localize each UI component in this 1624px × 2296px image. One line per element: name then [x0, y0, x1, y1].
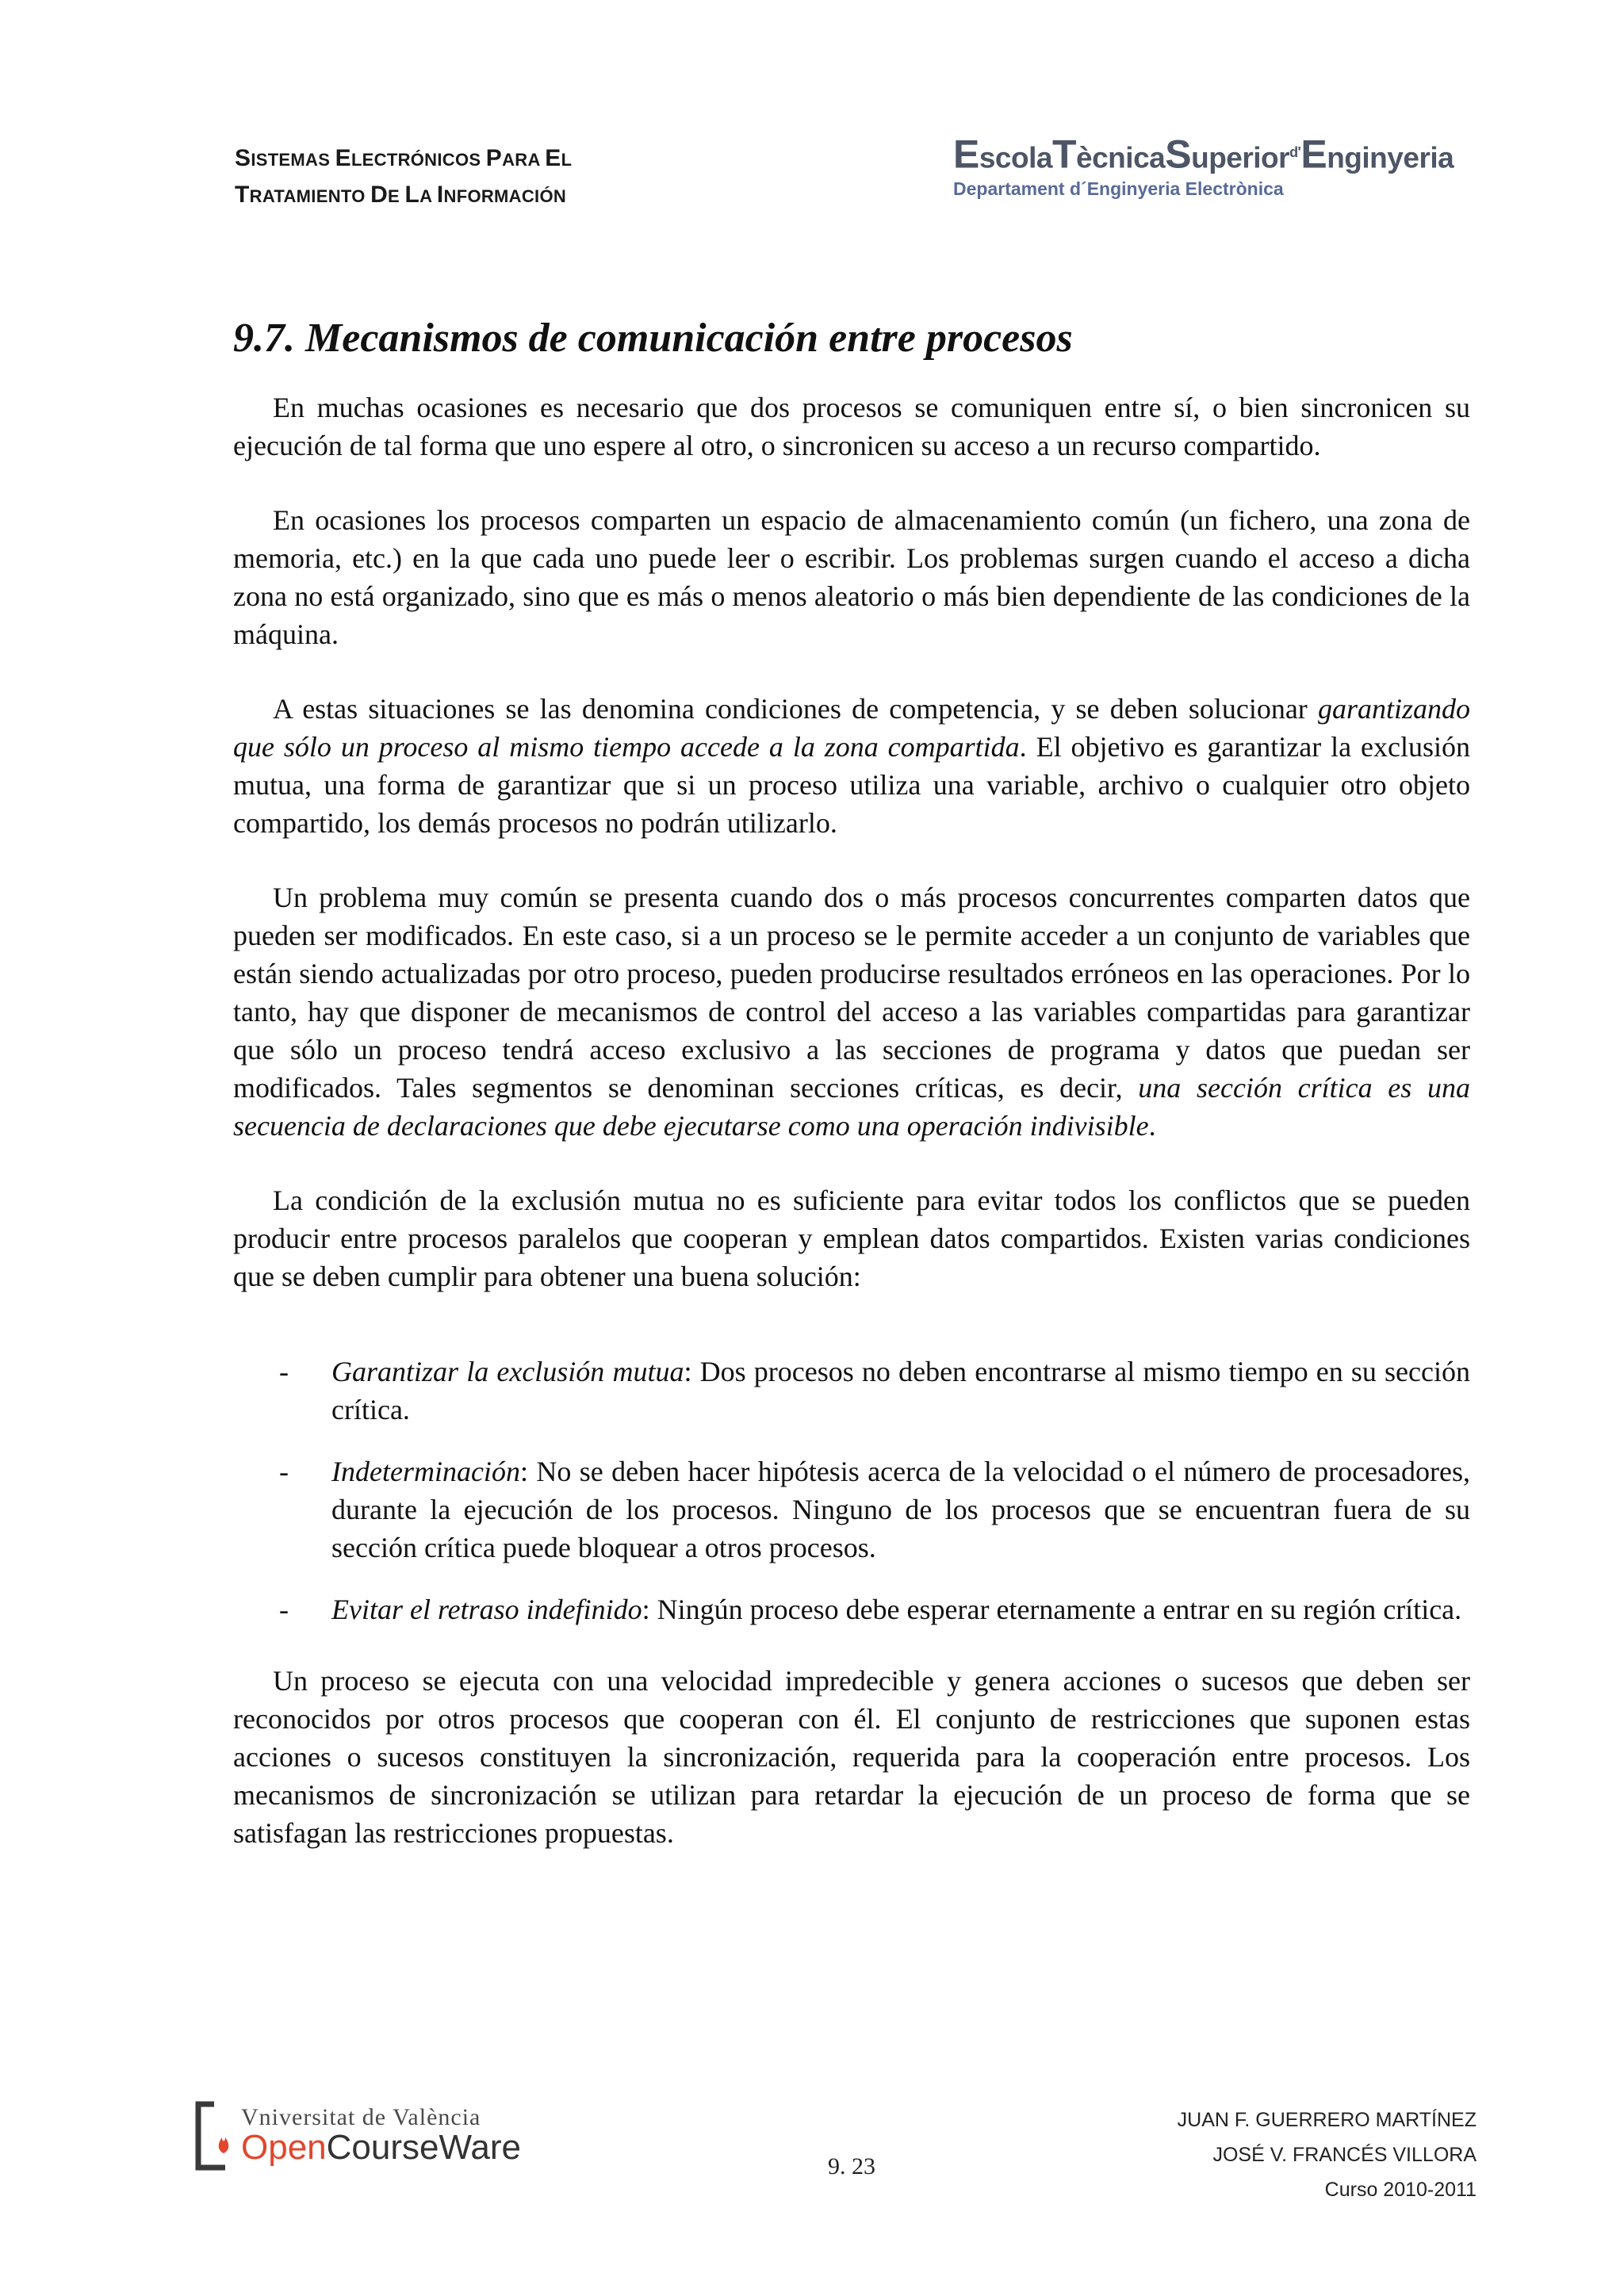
list-item: [233, 1452, 1470, 1567]
school-logo: [953, 133, 1470, 200]
list-dash: -: [279, 1356, 289, 1387]
conditions-list: [233, 1353, 1470, 1628]
author-2: JOSÉ V. FRANCÉS VILLORA: [1212, 2144, 1477, 2166]
ocw-open: Open: [241, 2128, 327, 2167]
list-item-term: Garantizar la exclusión mutua: [331, 1356, 684, 1387]
paragraph-4-text-b: .: [1148, 1110, 1156, 1142]
paragraph-3-text-b: . El objetivo es garantizar la exclusión mutua, una forma de garantizar que si un proceso utiliza una variable, archivo o cualquier otro objeto compartido, los demás procesos no podrán utilizarlo.: [233, 731, 1471, 839]
list-item-term: Indeterminación: [331, 1456, 520, 1487]
school-logo-name: EscolaTècnicaSuperior$^{d'}$Enginyeria: [953, 132, 1454, 177]
list-item-text: : No se deben hacer hipótesis acerca de la velocidad o el número de procesadores, durante la ejecución de los procesos. Ninguno de los procesos que se encuentran fuera de su sección crítica puede bloquear a otros procesos.: [331, 1456, 1470, 1563]
list-item-text: : Ningún proceso debe esperar eternamente a entrar en su región crítica.: [642, 1594, 1462, 1625]
main-content: [233, 312, 1470, 1888]
paragraph-1: En muchas ocasiones es necesario que dos procesos se comuniquen entre sí, o bien sincronicen su ejecución de tal forma que uno espere al otro, o sincronicen su acceso a un recurso compartido.: [233, 392, 1470, 461]
paragraph-4: [233, 878, 1470, 1145]
authors-block: [1178, 2103, 1477, 2207]
list-item: [233, 1590, 1470, 1628]
list-item-term: Evitar el retraso indefinido: [331, 1594, 642, 1625]
paragraph-3-emphasis: garantizando que sólo un proceso al mismo tiempo accede a la zona compartida: [233, 693, 1470, 763]
school-logo-department: Departament d´Enginyeria Electrònica: [953, 178, 1284, 200]
university-ocw-logo: [193, 2099, 542, 2172]
course-year: Curso 2010-2011: [1324, 2179, 1477, 2201]
list-dash: -: [279, 1456, 289, 1487]
paragraph-3-text-a: A estas situaciones se las denomina condiciones de competencia, y se deben solucionar: [273, 693, 1318, 725]
author-1: JUAN F. GUERRERO MARTÍNEZ: [1177, 2109, 1477, 2131]
list-item-text: : Dos procesos no deben encontrarse al mismo tiempo en su sección crítica.: [331, 1356, 1470, 1425]
university-name: Vniversitat de València: [241, 2104, 481, 2130]
paragraph-3: [233, 690, 1470, 842]
page-number: 9. 23: [828, 2153, 875, 2179]
paragraph-5: La condición de la exclusión mutua no es suficiente para evitar todos los conflictos que se pueden producir entre procesos paralelos que cooperan y emplean datos compartidos. Existen varias condiciones que se deben cumplir para obtener una buena solución:: [233, 1184, 1470, 1292]
list-dash: -: [279, 1594, 289, 1625]
paragraph-6: Un proceso se ejecuta con una velocidad impredecible y genera acciones o sucesos que deben ser reconocidos por otros procesos que cooperan con él. El conjunto de restricciones que suponen estas acciones o sucesos constituyen la sincronización, requerida para la cooperación entre procesos. Los mecanismos de sincronización se utilizan para retardar la ejecución de un proceso de forma que se satisfagan las restricciones propuestas.: [233, 1665, 1470, 1849]
course-title: [235, 141, 572, 214]
paragraph-4-text-a: Un problema muy común se presenta cuando dos o más procesos concurrentes comparten datos que pueden ser modificados. En este caso, si a un proceso se le permite acceder a un conjunto de variables que están siendo actualizadas por otro proceso, pueden producirse resultados erróneos en las operaciones. Por lo tanto, hay que disponer de mecanismos de control del acceso a las variables compartidas para garantizar que sólo un proceso tendrá acceso exclusivo a las secciones de programa y datos que puedan ser modificados. Tales segmentos se denominan secciones críticas, es decir,: [233, 882, 1470, 1104]
university-emblem-icon: [193, 2099, 238, 2172]
ocw-wordmark: [241, 2128, 521, 2168]
section-title: 9.7. Mecanismos de comunicación entre procesos: [233, 316, 1073, 361]
paragraph-4-emphasis: una sección crítica es una secuencia de declaraciones que debe ejecutarse como una operación indivisible: [233, 1072, 1470, 1142]
list-item: [233, 1353, 1470, 1429]
ocw-courseware: CourseWare: [326, 2128, 521, 2167]
course-title-line1: SISTEMAS ELECTRÓNICOS PARA EL: [235, 145, 573, 171]
paragraph-2: En ocasiones los procesos comparten un espacio de almacenamiento común (un fichero, una zona de memoria, etc.) en la que cada uno puede leer o escribir. Los problemas surgen cuando el acceso a dicha zona no está organizado, sino que es más o menos aleatorio o más bien dependiente de las condiciones de la máquina.: [233, 504, 1470, 650]
course-title-line2: TRATAMIENTO DE LA INFORMACIÓN: [235, 182, 567, 208]
